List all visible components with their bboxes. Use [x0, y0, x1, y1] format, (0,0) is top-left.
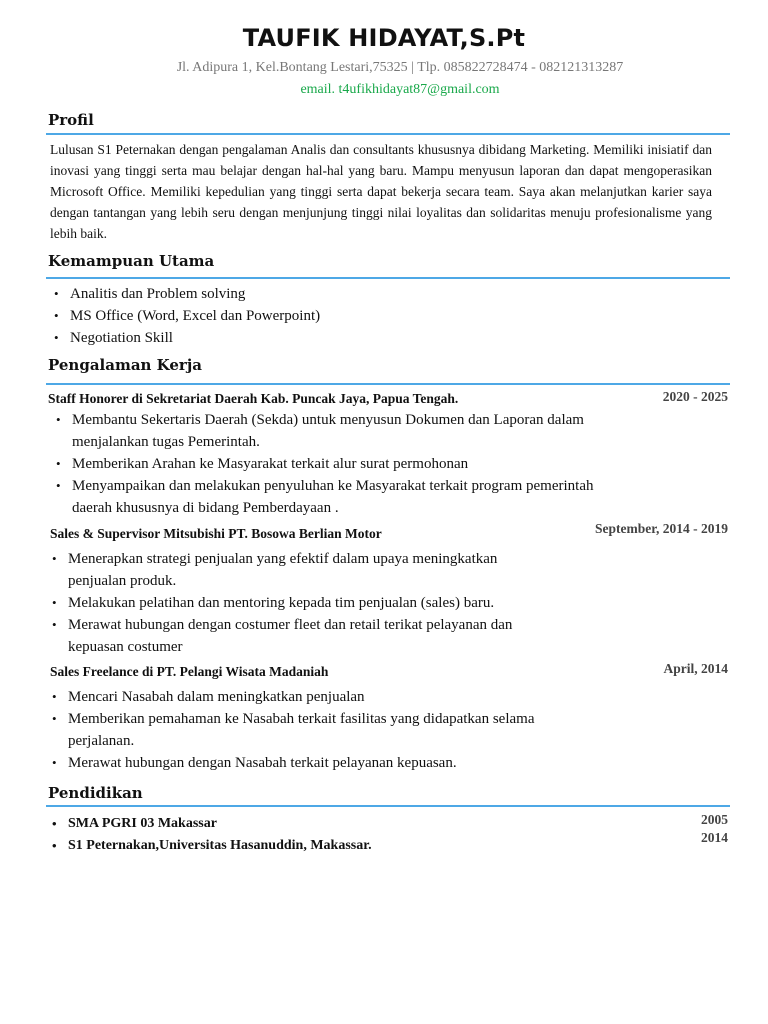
job-bullet: • Membantu Sekertaris Daerah (Sekda) untuk menyusun Dokumen dan Laporan dalam menjalankan tugas Pemerintah. [56, 409, 596, 453]
job-date: 2020 - 2025 [662, 389, 728, 404]
job-date: April, 2014 [663, 661, 728, 676]
job-bullet: • Mencari Nasabah dalam meningkatkan penjualan [52, 686, 597, 708]
education-item: • SMA PGRI 03 Makassar [52, 813, 612, 835]
education-item: • S1 Peternakan,Universitas Hasanuddin, Makassar. [52, 835, 612, 857]
section-divider [46, 383, 730, 385]
job-bullet: • Melakukan pelatihan dan mentoring kepada tim penjualan (sales) baru. [52, 592, 552, 614]
job-title: Sales Freelance di PT. Pelangi Wisata Madaniah [50, 664, 329, 679]
section-title-profil: Profil [48, 111, 94, 129]
education-list [52, 813, 612, 857]
skill-item: • Analitis dan Problem solving [54, 283, 654, 305]
section-divider [46, 805, 730, 807]
skill-item: • Negotiation Skill [54, 327, 654, 349]
job-bullets [56, 409, 596, 519]
skills-list [54, 283, 654, 349]
job-bullets [52, 548, 552, 658]
candidate-name: TAUFIK HIDAYAT,S.Pt [242, 24, 526, 52]
job-bullet: • Memberikan Arahan ke Masyarakat terkait alur surat permohonan [56, 453, 596, 475]
section-title-education: Pendidikan [48, 784, 143, 802]
contact-line: Jl. Adipura 1, Kel.Bontang Lestari,75325 | Tlp. 085822728474 - 082121313287 [176, 60, 624, 75]
section-title-experience: Pengalaman Kerja [48, 356, 202, 374]
section-title-skills: Kemampuan Utama [48, 252, 215, 270]
job-bullet: • Merawat hubungan dengan Nasabah terkait pelayanan kepuasan. [52, 752, 597, 774]
job-bullets [52, 686, 597, 774]
job-bullet: • Merawat hubungan dengan costumer fleet dan retail terikat pelayanan dan kepuasan costumer [52, 614, 552, 658]
email-line: email. t4ufikhidayat87@gmail.com [300, 82, 500, 97]
profil-text: Lulusan S1 Peternakan dengan pengalaman Analis dan consultants khususnya dibidang Marketing. Memiliki inisiatif dan inovasi yang tinggi serta mau belajar dengan hal-hal yang baru. Mampu menyusun laporan dan dapat mengoperasikan Microsoft Office. Memiliki kepedulian yang tinggi serta dapat bekerja secara team. Saya akan melanjutkan karier saya dengan tantangan yang lebih seru dengan menjunjung tinggi nilai loyalitas dan solidaritas menuju profesionalisme yang lebih baik. [50, 142, 712, 241]
education-year: 2014 [701, 830, 728, 845]
job-bullet: • Menyampaikan dan melakukan penyuluhan ke Masyarakat terkait program pemerintah daerah khususnya di bidang Pemberdayaan . [56, 475, 596, 519]
job-title: Staff Honorer di Sekretariat Daerah Kab. Puncak Jaya, Papua Tengah. [48, 391, 459, 406]
job-date: September, 2014 - 2019 [595, 521, 728, 536]
section-divider [46, 277, 730, 279]
section-divider [46, 133, 730, 135]
skill-item: • MS Office (Word, Excel dan Powerpoint) [54, 305, 654, 327]
job-bullet: • Menerapkan strategi penjualan yang efektif dalam upaya meningkatkan penjualan produk. [52, 548, 552, 592]
education-year: 2005 [701, 812, 728, 827]
job-title: Sales & Supervisor Mitsubishi PT. Bosowa Berlian Motor [50, 526, 382, 541]
job-bullet: • Memberikan pemahaman ke Nasabah terkait fasilitas yang didapatkan selama perjalanan. [52, 708, 597, 752]
